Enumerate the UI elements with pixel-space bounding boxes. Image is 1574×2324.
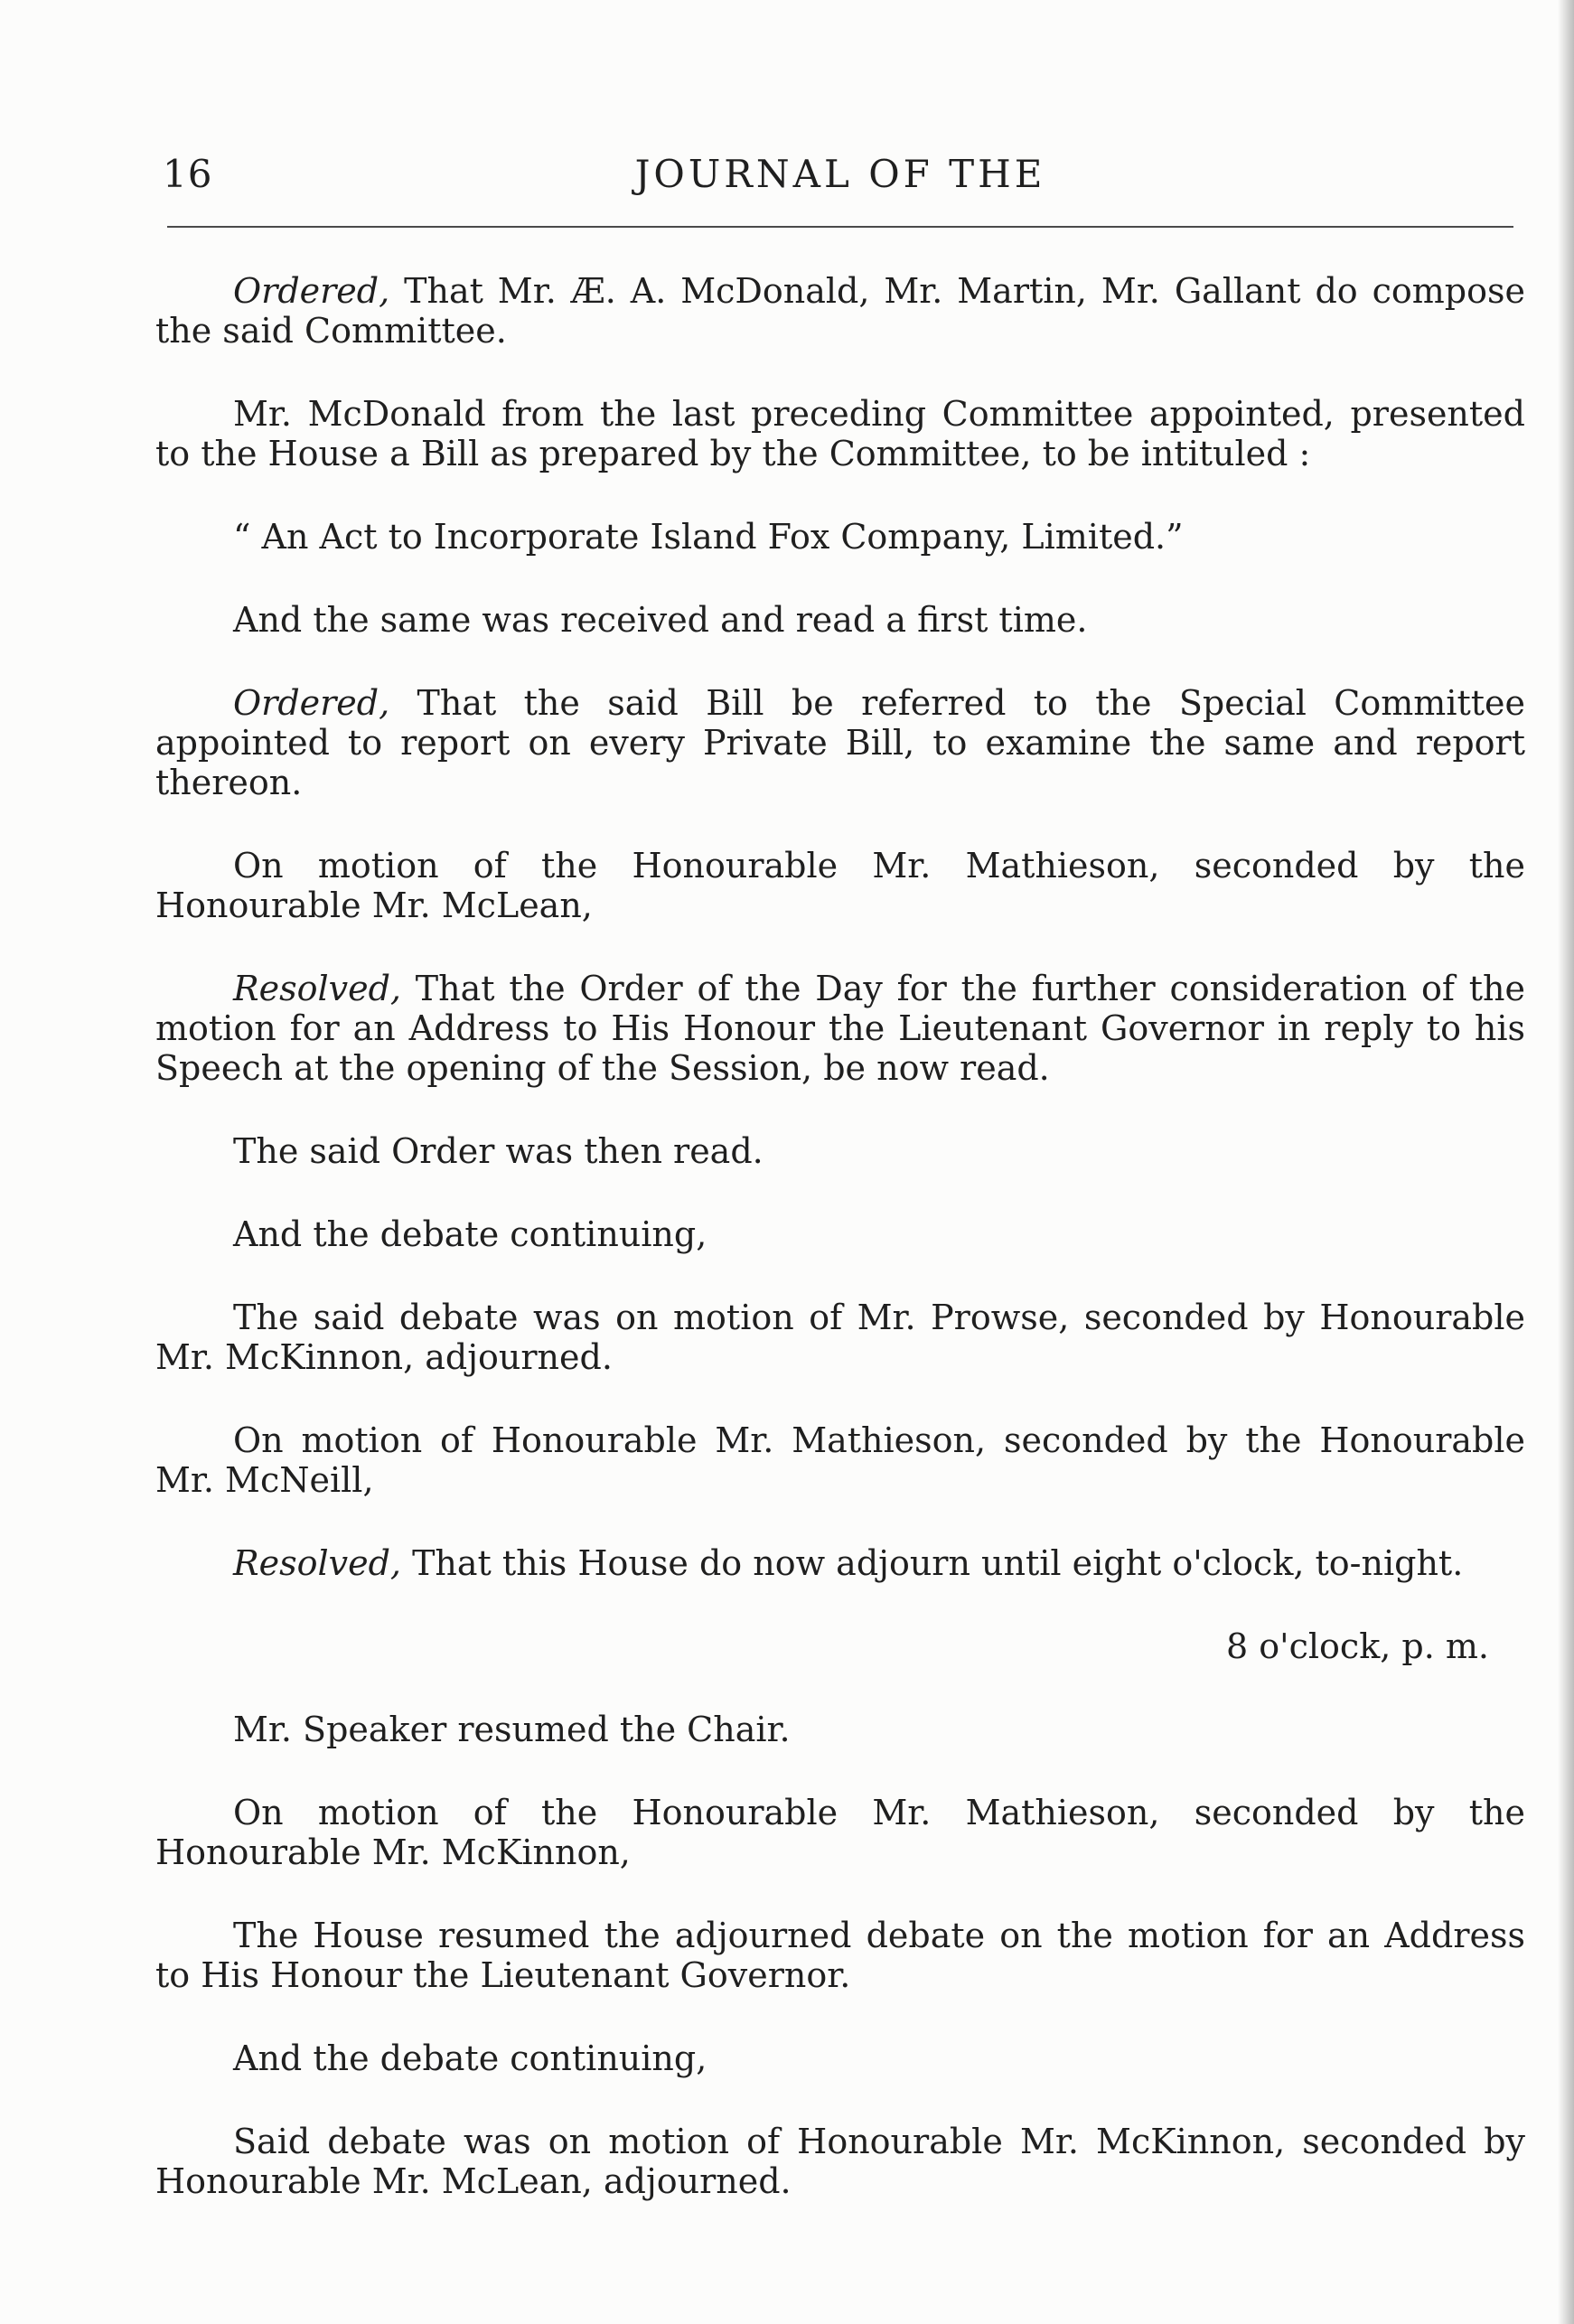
paragraph-text: Mr. Speaker resumed the Chair. bbox=[233, 1710, 791, 1749]
paragraph-text: That the Order of the Day for the further consideration of the motion for an Address to His Honour the Lieutenant Governor in reply to his Speech at the opening of the Session, be now read. bbox=[155, 969, 1525, 1088]
paragraph-8 bbox=[155, 1131, 1525, 1171]
session-timestamp: 8 o'clock, p. m. bbox=[1226, 1626, 1489, 1666]
paragraph-text: That Mr. Æ. A. McDonald, Mr. Martin, Mr. Gallant do compose the said Committee. bbox=[155, 271, 1525, 351]
paragraph-text: And the debate continuing, bbox=[233, 2038, 707, 2078]
paragraph-text: And the same was received and read a first time. bbox=[233, 600, 1088, 640]
paragraph-text: That this House do now adjourn until eight o'clock, to-night. bbox=[401, 1543, 1464, 1583]
paragraph-5 bbox=[155, 683, 1525, 802]
paragraph-text: On motion of the Honourable Mr. Mathieson, seconded by the Honourable Mr. McLean, bbox=[155, 846, 1525, 925]
paragraph-13 bbox=[155, 1710, 1525, 1749]
paragraph-text: Said debate was on motion of Honourable Mr. McKinnon, seconded by Honourable Mr. McLean, adjourned. bbox=[155, 2122, 1525, 2201]
paragraph-lead: Resolved, bbox=[233, 1543, 401, 1583]
paragraph-1 bbox=[155, 271, 1525, 351]
paragraph-2 bbox=[155, 394, 1525, 473]
bill-title bbox=[155, 517, 1525, 557]
running-head: JOURNAL OF THE bbox=[634, 152, 1046, 196]
header-rule bbox=[167, 226, 1513, 228]
paragraph-text: That the said Bill be referred to the Special Committee appointed to report on every Private Bill, to examine the same and report thereon. bbox=[155, 683, 1525, 802]
page-edge-shadow bbox=[1558, 0, 1574, 2324]
paragraph-9 bbox=[155, 1214, 1525, 1254]
paragraph-10 bbox=[155, 1298, 1525, 1377]
paragraph-text: And the debate continuing, bbox=[233, 1214, 707, 1254]
paragraph-text: The House resumed the adjourned debate on the motion for an Address to His Honour the Lieutenant Governor. bbox=[155, 1916, 1525, 1995]
paragraph-text: The said debate was on motion of Mr. Prowse, seconded by Honourable Mr. McKinnon, adjourned. bbox=[155, 1298, 1525, 1377]
paragraph-7 bbox=[155, 969, 1525, 1088]
paragraph-lead: Resolved, bbox=[233, 969, 401, 1008]
paragraph-lead: Ordered, bbox=[233, 683, 390, 723]
paragraph-lead: Ordered, bbox=[233, 271, 390, 311]
paragraph-text: Mr. McDonald from the last preceding Committee appointed, presented to the House a Bill as prepared by the Committee, to be intituled : bbox=[155, 394, 1525, 473]
page-number: 16 bbox=[163, 152, 213, 196]
paragraph-text: “ An Act to Incorporate Island Fox Company, Limited.” bbox=[233, 517, 1184, 557]
paragraph-text: On motion of the Honourable Mr. Mathieson, seconded by the Honourable Mr. McKinnon, bbox=[155, 1793, 1525, 1872]
paragraph-14 bbox=[155, 1793, 1525, 1872]
paragraph-text: On motion of Honourable Mr. Mathieson, seconded by the Honourable Mr. McNeill, bbox=[155, 1420, 1525, 1500]
paragraph-6 bbox=[155, 846, 1525, 925]
paragraph-17 bbox=[155, 2122, 1525, 2201]
journal-body bbox=[155, 271, 1525, 2244]
paragraph-16 bbox=[155, 2038, 1525, 2078]
paragraph-11 bbox=[155, 1420, 1525, 1500]
page-header bbox=[163, 152, 1518, 206]
paragraph-text: The said Order was then read. bbox=[233, 1131, 764, 1171]
paragraph-15 bbox=[155, 1916, 1525, 1995]
paragraph-12 bbox=[155, 1543, 1525, 1583]
paragraph-4 bbox=[155, 600, 1525, 640]
